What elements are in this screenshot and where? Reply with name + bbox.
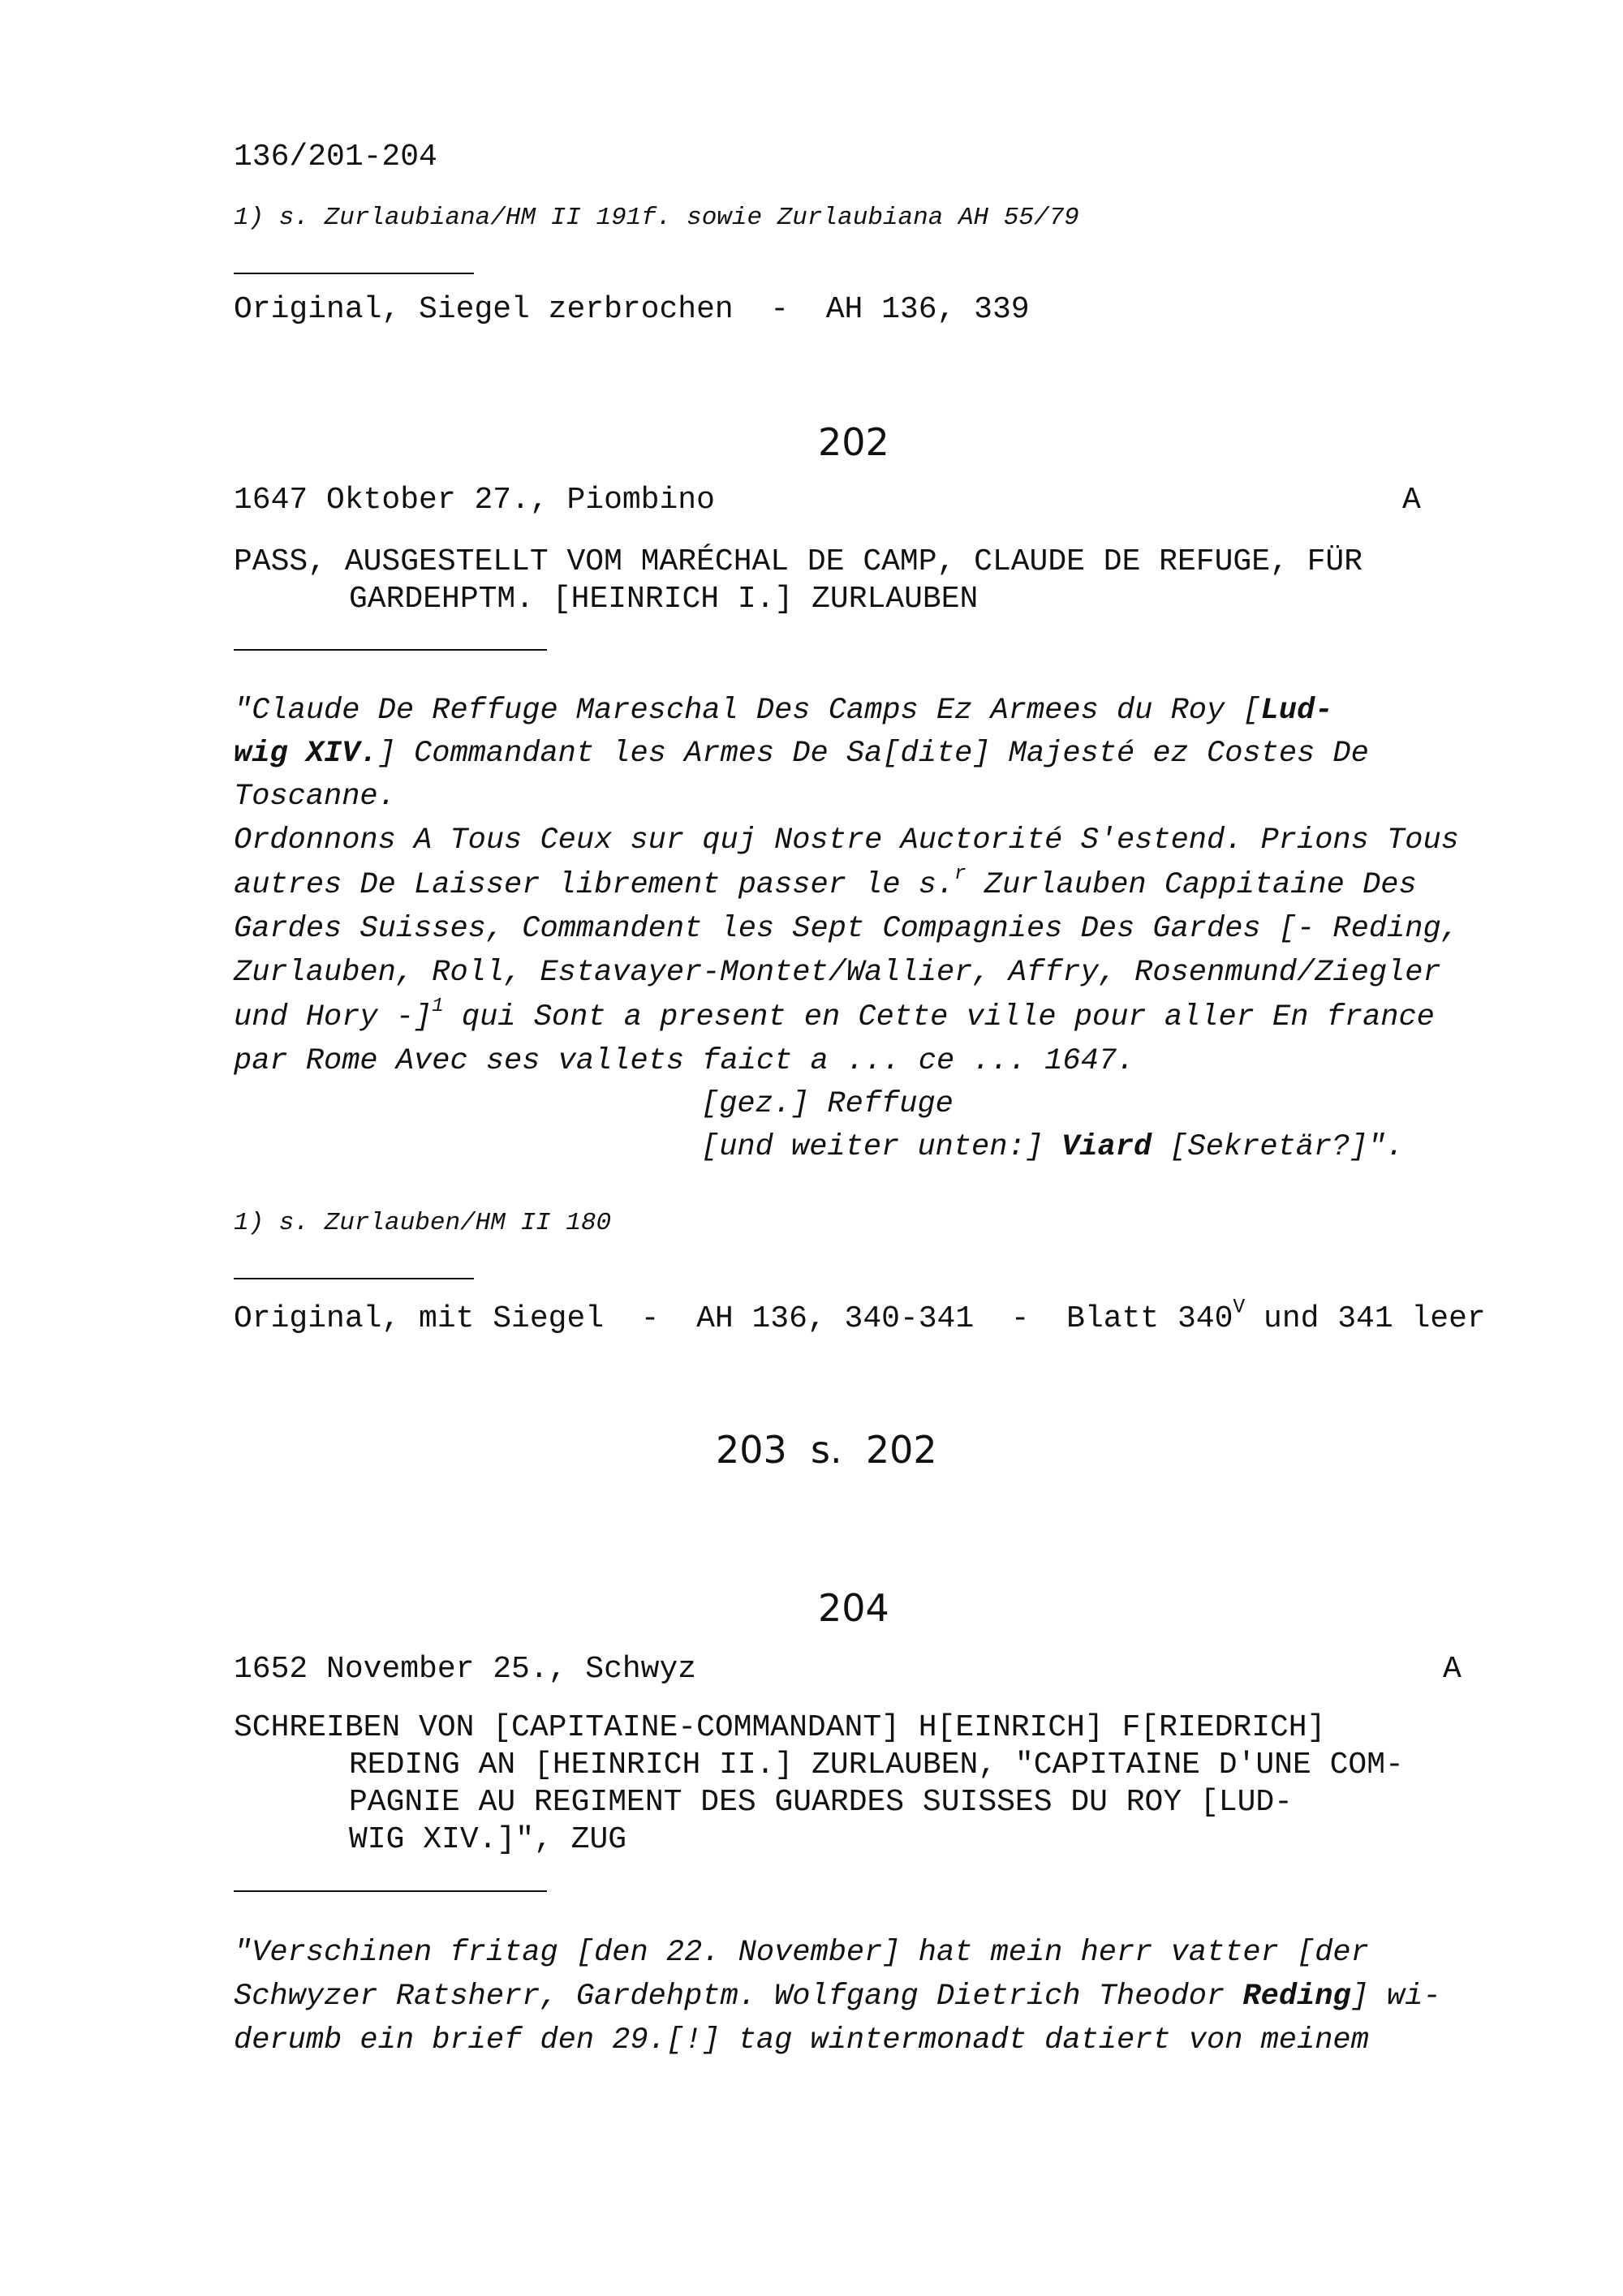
document-date: 1647 Oktober 27., Piombino (234, 483, 715, 518)
document-title-line: GARDEHPTM. [HEINRICH I.] ZURLAUBEN (349, 582, 979, 617)
text-line: Schwyzer Ratsherr, Gardehptm. Wolfgang Dietrich Theodor Reding] wi- (234, 1980, 1441, 2014)
document-date: 1652 November 25., Schwyz (234, 1652, 697, 1687)
text-line: Ordonnons A Tous Ceux sur quj Nostre Auctorité S'estend. Prions Tous (234, 823, 1459, 858)
text-line: "Claude De Reffuge Mareschal Des Camps Ez Armees du Roy [Lud- (234, 694, 1333, 728)
footnote-rule (234, 1278, 474, 1279)
text-line: autres De Laisser librement passer le s.$^r$ Zurlauben Cappitaine Des (234, 863, 1417, 902)
document-heading-203: 203 s. 202 (716, 1428, 937, 1472)
text-line: "Verschinen fritag [den 22. November] hat mein herr vatter [der (234, 1936, 1369, 1970)
title-rule (234, 649, 547, 651)
text-line: derumb ein brief den 29.[!] tag wintermonadt datiert von meinem (234, 2023, 1369, 2057)
document-title-line: PAGNIE AU REGIMENT DES GUARDES SUISSES DU ROY [LUD- (349, 1785, 1293, 1820)
text-line: Toscanne. (234, 780, 396, 814)
text-line: wig XIV.] Commandant les Armes De Sa[dite] Majesté ez Costes De (234, 737, 1369, 771)
source-note: Original, mit Siegel - AH 136, 340-341 - Blatt $340^V$ und 341 leer (234, 1296, 1486, 1336)
title-rule (234, 1890, 547, 1892)
document-number-204: 204 (818, 1586, 889, 1630)
page-reference: 136/201-204 (234, 140, 437, 174)
footnote: 1) s. Zurlauben/HM II 180 (234, 1209, 612, 1237)
document-title-line: WIG XIV.]", ZUG (349, 1822, 627, 1857)
text-line: par Rome Avec ses vallets faict a ... ce ... 1647. (234, 1044, 1135, 1078)
text-line: Gardes Suisses, Commandent les Sept Compagnies Des Gardes [- Reding, (234, 912, 1459, 946)
signature-line: [gez.] Reffuge (701, 1087, 954, 1121)
signature-line: [und weiter unten:] Viard [Sekretär?]". (701, 1130, 1404, 1164)
text-line: und Hory -]$^1$ qui Sont a present en Cette ville pour aller En france (234, 995, 1435, 1034)
text-line: Zurlauben, Roll, Estavayer-Montet/Wallier, Affry, Rosenmund/Ziegler (234, 956, 1441, 990)
document-title-line: SCHREIBEN VON [CAPITAINE-COMMANDANT] H[EINRICH] F[RIEDRICH] (234, 1710, 1326, 1745)
document-marker: A (1443, 1652, 1462, 1687)
footnote-rule (234, 273, 474, 274)
source-note: Original, Siegel zerbrochen - AH 136, 339 (234, 292, 1030, 327)
document-title-line: PASS, AUSGESTELLT VOM MARÉCHAL DE CAMP, CLAUDE DE REFUGE, FÜR (234, 544, 1363, 579)
document-title-line: REDING AN [HEINRICH II.] ZURLAUBEN, "CAPITAINE D'UNE COM- (349, 1748, 1404, 1782)
document-number-202: 202 (818, 420, 889, 464)
document-marker: A (1402, 483, 1421, 518)
footnote: 1) s. Zurlaubiana/HM II 191f. sowie Zurlaubiana AH 55/79 (234, 204, 1079, 232)
